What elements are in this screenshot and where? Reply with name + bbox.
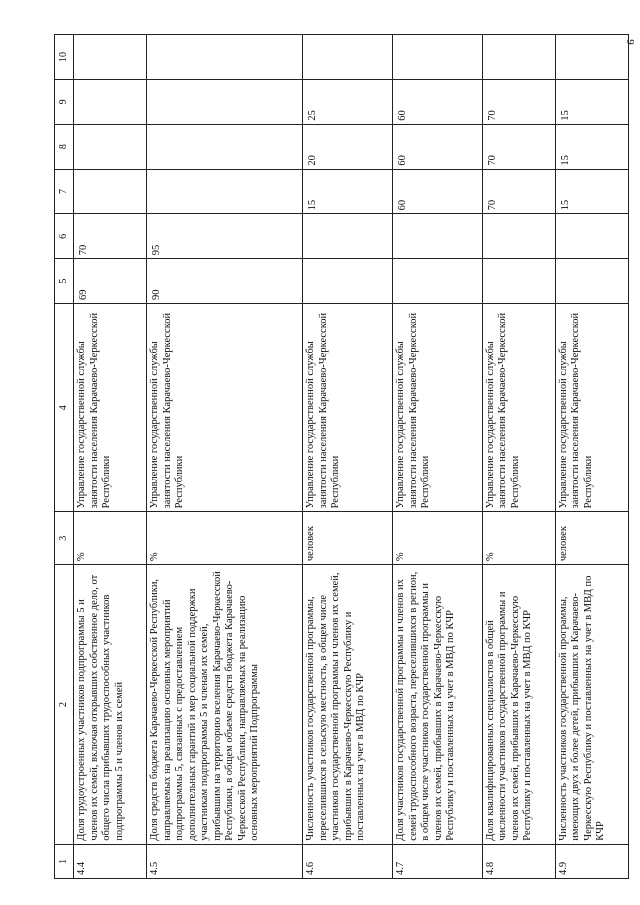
value-5: 90 [147, 259, 303, 304]
value-8: 70 [482, 124, 555, 169]
unit: % [147, 512, 303, 565]
page-number: 9 [623, 39, 636, 45]
table-row [147, 35, 303, 879]
col-header: 10 [55, 35, 74, 80]
value-6 [555, 214, 628, 259]
indicator-name: Численность участников государственной программы, переселившихся в сельскую местность, в общем числе участников государственной программы и членов их семей, прибывших в Карачаево-Черкесскую Республику и поставленных на учет в МВД по КЧР [303, 565, 393, 845]
value-9: 15 [555, 79, 628, 124]
value-8: 15 [555, 124, 628, 169]
col-header: 1 [55, 844, 74, 878]
unit: % [482, 512, 555, 565]
table-row [555, 35, 628, 879]
value-7 [74, 169, 147, 214]
value-10 [303, 35, 393, 80]
executor: Управление государственной службы занятости населения Карачаево-Черкесской Республики [74, 304, 147, 512]
row-id: 4.6 [303, 844, 393, 878]
unit: % [393, 512, 483, 565]
value-6 [393, 214, 483, 259]
value-9: 60 [393, 79, 483, 124]
value-6: 95 [147, 214, 303, 259]
value-8: 60 [393, 124, 483, 169]
col-header: 5 [55, 259, 74, 304]
indicator-name: Доля квалифицированных специалистов в общей численности участников государственной программы и членов их семей, прибывших в Карачаево-Черкесскую Республику и поставленных на учет в МВД по КЧР [482, 565, 555, 845]
value-7: 60 [393, 169, 483, 214]
value-10 [393, 35, 483, 80]
value-10 [74, 35, 147, 80]
table-row [393, 35, 483, 879]
value-7: 15 [303, 169, 393, 214]
executor: Управление государственной службы занятости населения Карачаево-Черкесской Республики [482, 304, 555, 512]
header-row [55, 35, 74, 879]
table-row [303, 35, 393, 879]
value-5 [303, 259, 393, 304]
value-8: 20 [303, 124, 393, 169]
col-header: 8 [55, 124, 74, 169]
executor: Управление государственной службы занятости населения Карачаево-Черкесской Республики [303, 304, 393, 512]
rotated-table-container [54, 34, 629, 879]
value-9: 25 [303, 79, 393, 124]
value-10 [555, 35, 628, 80]
document-page [54, 34, 629, 879]
value-8 [74, 124, 147, 169]
executor: Управление государственной службы занятости населения Карачаево-Черкесской Республики [393, 304, 483, 512]
value-9 [147, 79, 303, 124]
value-5 [393, 259, 483, 304]
value-7 [147, 169, 303, 214]
value-6 [482, 214, 555, 259]
value-9: 70 [482, 79, 555, 124]
value-5 [555, 259, 628, 304]
col-header: 7 [55, 169, 74, 214]
value-10 [482, 35, 555, 80]
row-id: 4.8 [482, 844, 555, 878]
value-10 [147, 35, 303, 80]
col-header: 4 [55, 304, 74, 512]
value-7: 70 [482, 169, 555, 214]
indicator-name: Доля средств бюджета Карачаево-Черкесской Республики, направляемых на реализацию основных мероприятий подпрограммы 5, связанных с предоставлением дополнительных гарантий и мер социальной поддержки участникам подпрограммы 5 и членам их семей, прибывшим на территорию вселения Карачаево-Черкесской Республики, в общем объеме средств бюджета Карачаево-Черкесской Республики, направляемых на реализацию основных мероприятий Подпрограммы [147, 565, 303, 845]
indicator-name: Численность участников государственной программы, имеющих двух и более детей, прибывших в Карачаево-Черкесскую Республику и поставленных на учет в МВД по КЧР [555, 565, 628, 845]
row-id: 4.7 [393, 844, 483, 878]
table-row [74, 35, 147, 879]
row-id: 4.9 [555, 844, 628, 878]
col-header: 9 [55, 79, 74, 124]
col-header: 2 [55, 565, 74, 845]
unit: % [74, 512, 147, 565]
row-id: 4.4 [74, 844, 147, 878]
value-6: 70 [74, 214, 147, 259]
table-row [482, 35, 555, 879]
executor: Управление государственной службы занятости населения Карачаево-Черкесской Республики [147, 304, 303, 512]
value-5 [482, 259, 555, 304]
row-id: 4.5 [147, 844, 303, 878]
value-6 [303, 214, 393, 259]
executor: Управление государственной службы занятости населения Карачаево-Черкесской Республики [555, 304, 628, 512]
indicators-table [54, 34, 629, 879]
col-header: 6 [55, 214, 74, 259]
value-7: 15 [555, 169, 628, 214]
indicator-name: Доля участников государственной программы и членов их семей трудоспособного возраста, переселившихся в регион, в общем числе участников государственной программы и членов их семей, прибывших в Карачаево-Черкесскую Республику и поставленных на учет в МВД по КЧР [393, 565, 483, 845]
unit: человек [555, 512, 628, 565]
unit: человек [303, 512, 393, 565]
col-header: 3 [55, 512, 74, 565]
indicator-name: Доля трудоустроенных участников подпрограммы 5 и членов их семей, включая открывших собственное дело, от общего числа прибывших трудоспособных участников подпрограммы 5 и членов их семей [74, 565, 147, 845]
value-9 [74, 79, 147, 124]
value-8 [147, 124, 303, 169]
value-5: 69 [74, 259, 147, 304]
